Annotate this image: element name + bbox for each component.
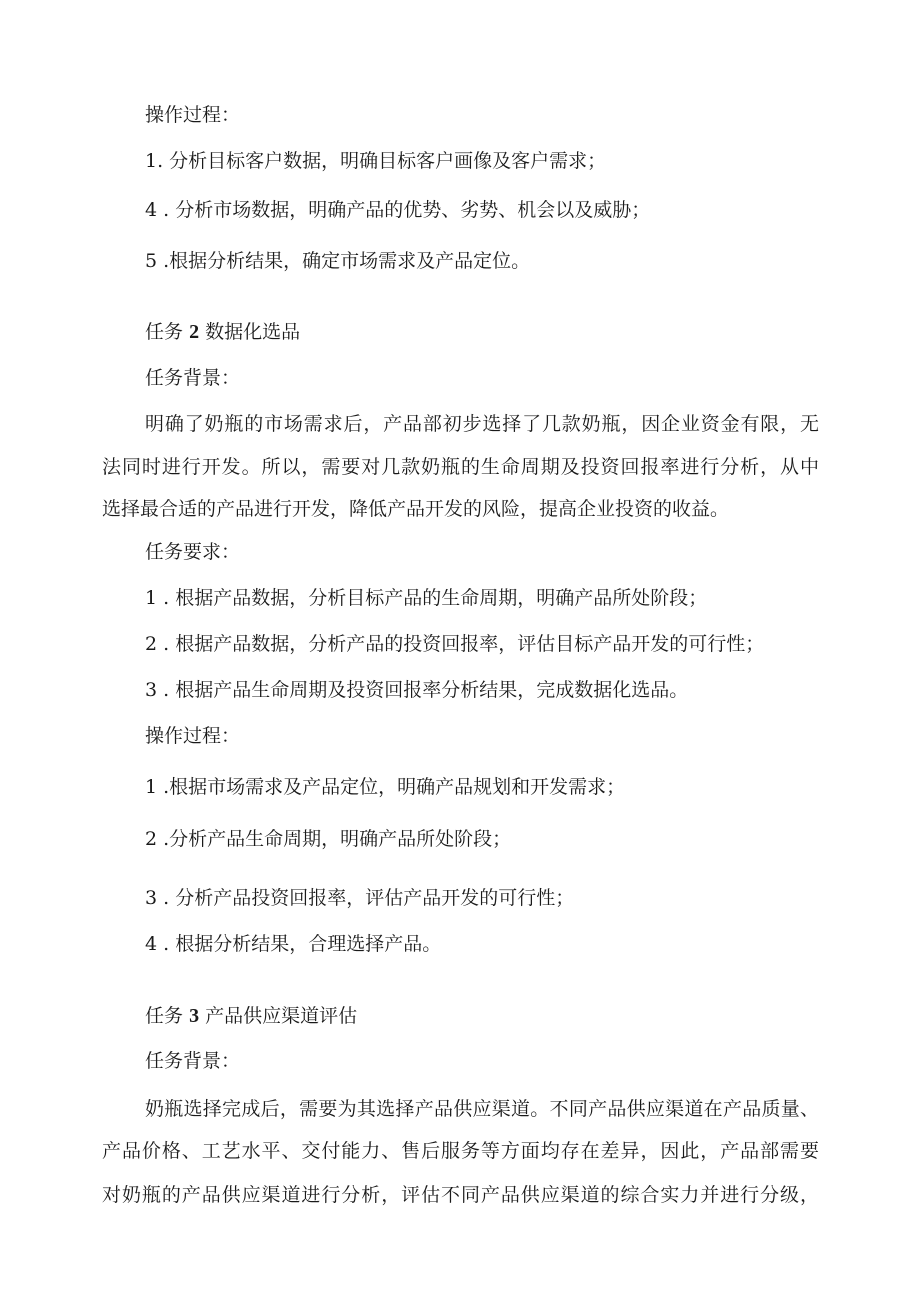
task2-requirement-2: 2 . 根据产品数据，分析产品的投资回报率，评估目标产品开发的可行性；: [145, 633, 765, 655]
task2-background-line-3: 选择最合适的产品进行开发，降低产品开发的风险，提高企业投资的收益。: [102, 498, 730, 520]
task2-heading-prefix: 任务: [145, 321, 184, 343]
task2-requirement-1: 1 . 根据产品数据，分析目标产品的生命周期，明确产品所处阶段；: [145, 587, 708, 609]
task3-heading-number: 3: [189, 1005, 200, 1027]
task3-heading: [145, 1002, 357, 1030]
task3-background-line-3: 对奶瓶的产品供应渠道进行分析，评估不同产品供应渠道的综合实力并进行分级，: [102, 1184, 819, 1206]
section1-op-1: 1. 分析目标客户数据，明确目标客户画像及客户需求；: [145, 150, 607, 172]
task2-requirements-title: 任务要求：: [145, 541, 241, 563]
task2-heading: [145, 318, 300, 346]
task3-background-line-1: 奶瓶选择完成后，需要为其选择产品供应渠道。不同产品供应渠道在产品质量、: [145, 1098, 819, 1120]
task2-ops-title: 操作过程：: [145, 725, 241, 747]
task2-op-1: 1 .根据市场需求及产品定位，明确产品规划和开发需求；: [145, 776, 626, 798]
task2-op-2: 2 .分析产品生命周期，明确产品所处阶段；: [145, 828, 512, 850]
section1-ops-title: 操作过程：: [145, 104, 241, 126]
section1-op-3: 5 .根据分析结果，确定市场需求及产品定位。: [145, 250, 531, 272]
task3-background-line-2: 产品价格、工艺水平、交付能力、售后服务等方面均存在差异，因此，产品部需要: [102, 1140, 819, 1162]
task2-heading-number: 2: [189, 321, 200, 343]
task2-background-line-2: 法同时进行开发。所以，需要对几款奶瓶的生命周期及投资回报率进行分析，从中: [102, 456, 819, 478]
task3-background-title: 任务背景：: [145, 1050, 241, 1072]
task2-background-line-1: 明确了奶瓶的市场需求后，产品部初步选择了几款奶瓶，因企业资金有限，无: [145, 413, 819, 435]
task2-op-4: 4 . 根据分析结果，合理选择产品。: [145, 933, 442, 955]
task2-background-title: 任务背景：: [145, 367, 241, 389]
section1-op-2: 4 . 分析市场数据，明确产品的优势、劣势、机会以及威胁；: [145, 199, 651, 221]
task3-heading-text: 产品供应渠道评估: [205, 1005, 358, 1027]
task2-heading-text: 数据化选品: [205, 321, 301, 343]
task2-op-3: 3 . 分析产品投资回报率，评估产品开发的可行性；: [145, 887, 575, 909]
task3-heading-prefix: 任务: [145, 1005, 184, 1027]
task2-requirement-3: 3 . 根据产品生命周期及投资回报率分析结果，完成数据化选品。: [145, 679, 689, 701]
